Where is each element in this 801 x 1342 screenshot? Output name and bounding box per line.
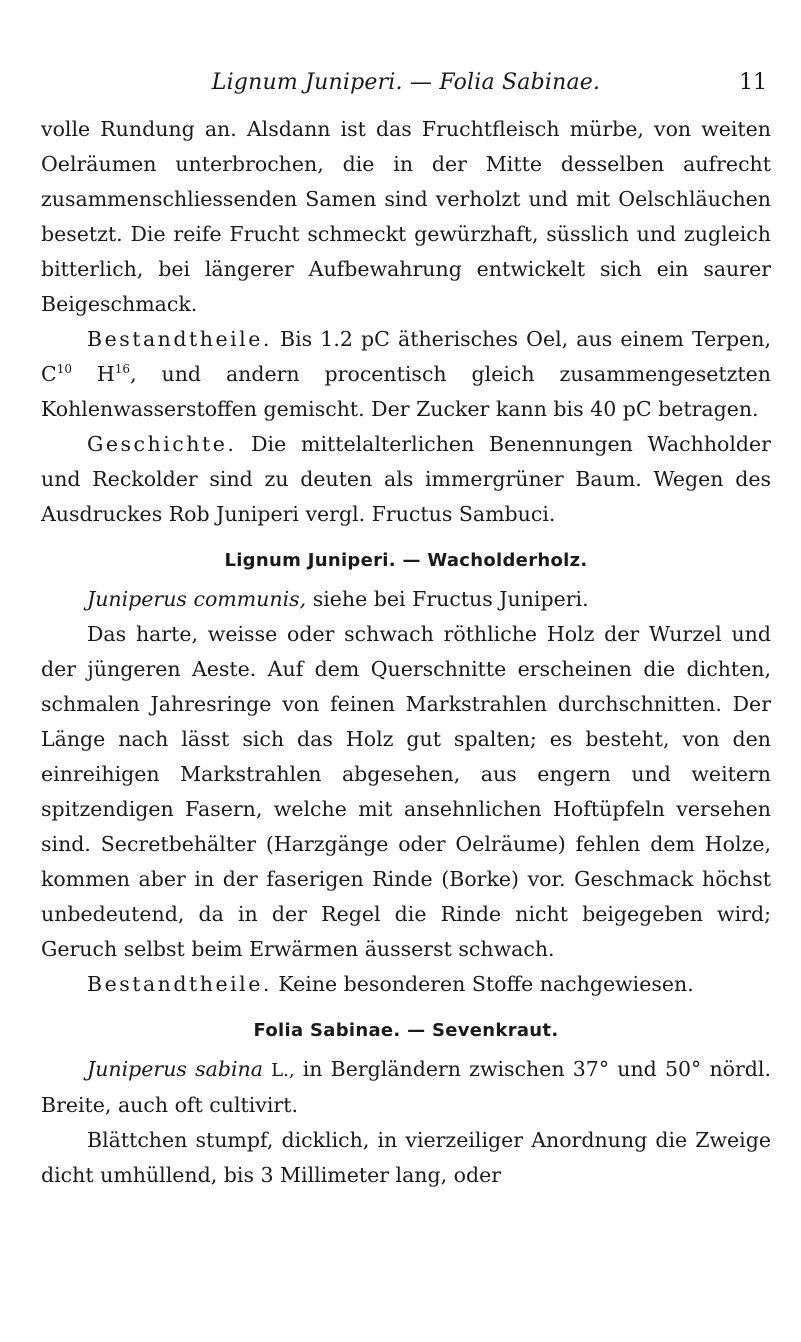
paragraph-text: Das harte, weisse oder schwach röthliche Holz der Wurzel und der jüngeren Aeste. Auf dem Querschnitte erscheinen die dichten, schmalen Jahresringe von feinen Markstrahlen durchschnitten. Der Länge nach lässt sich das Holz gut spalten; es besteht, von den einreihigen Markstrahlen abgesehen, aus engern und weitern spitzendigen Fasern, welche mit ansehnlichen Hoftüpfeln versehen sind. Secretbehälter (Harzgänge oder Oelräume) fehlen dem Holze, kommen aber in der faserigen Rinde (Borke) vor. Geschmack höchst unbedeutend, da in der Regel die Rinde nicht beigegeben wird; Geruch selbst beim Erwärmen äusserst schwach.: [41, 622, 771, 961]
paragraph-label: Geschichte.: [87, 432, 237, 456]
paragraph-history: [41, 427, 771, 532]
paragraph-species: [41, 1052, 771, 1123]
paragraph-text: Die mittelalterlichen Benennungen Wachholder und Reckolder sind zu deuten als immergrüner Baum. Wegen des Ausdruckes Rob Juniperi vergl. Fructus Sambuci.: [41, 432, 771, 526]
paragraph-text: H: [71, 362, 115, 386]
paragraph-label: Bestandtheile.: [87, 327, 272, 351]
species-name: Juniperus sabina: [87, 1057, 263, 1081]
paragraph-wood-description: [41, 617, 771, 967]
section-heading-lignum-juniperi: Lignum Juniperi. — Wacholderholz.: [224, 550, 588, 571]
paragraph-constituents: [41, 322, 771, 427]
paragraph-text: volle Rundung an. Alsdann ist das Fruchtfleisch mürbe, von weiten Oelräumen unterbrochen, die in der Mitte desselben aufrecht zusammenschliessenden Samen sind verholzt und mit Oelschläuchen besetzt. Die reife Frucht schmeckt gewürzhaft, süsslich und zugleich bitterlich, bei längerer Aufbewahrung entwickelt sich ein saurer Beigeschmack.: [41, 117, 771, 316]
page-number: 11: [739, 70, 767, 95]
running-title: Lignum Juniperi. — Folia Sabinae.: [211, 70, 601, 95]
paragraph-text: Blättchen stumpf, dicklich, in vierzeiliger Anordnung die Zweige dicht umhüllend, bis 3 Millimeter lang, oder: [41, 1128, 771, 1187]
paragraph-text: in Bergländern zwischen 37° und 50° nördl. Breite, auch oft cultivirt.: [41, 1057, 771, 1117]
book-page: [41, 0, 771, 1342]
running-head: [41, 68, 771, 102]
body-text: [41, 112, 771, 1193]
paragraph-constituents: [41, 967, 771, 1002]
paragraph-text: Bis 1.2 pC ätherisches Oel, aus einem Terpen, C: [41, 327, 771, 386]
paragraph-species: [41, 582, 771, 617]
section-heading-folia-sabinae: Folia Sabinae. — Sevenkraut.: [253, 1020, 559, 1041]
formula-subscript: 16: [114, 362, 131, 376]
paragraph-label: Bestandtheile.: [87, 972, 272, 996]
paragraph-leaf-description: [41, 1123, 771, 1193]
species-authority: L.,: [271, 1060, 295, 1081]
species-name: Juniperus communis,: [87, 587, 307, 611]
paragraph-text: siehe bei Fructus Juniperi.: [312, 587, 589, 611]
paragraph-text: Keine besonderen Stoffe nachgewiesen.: [278, 972, 694, 996]
paragraph-fruit-description: [41, 112, 771, 322]
formula-subscript: 10: [56, 362, 72, 376]
paragraph-text: , und andern procentisch gleich zusammengesetzten Kohlenwasserstoffen gemischt. Der Zucker kann bis 40 pC betragen.: [41, 362, 771, 421]
